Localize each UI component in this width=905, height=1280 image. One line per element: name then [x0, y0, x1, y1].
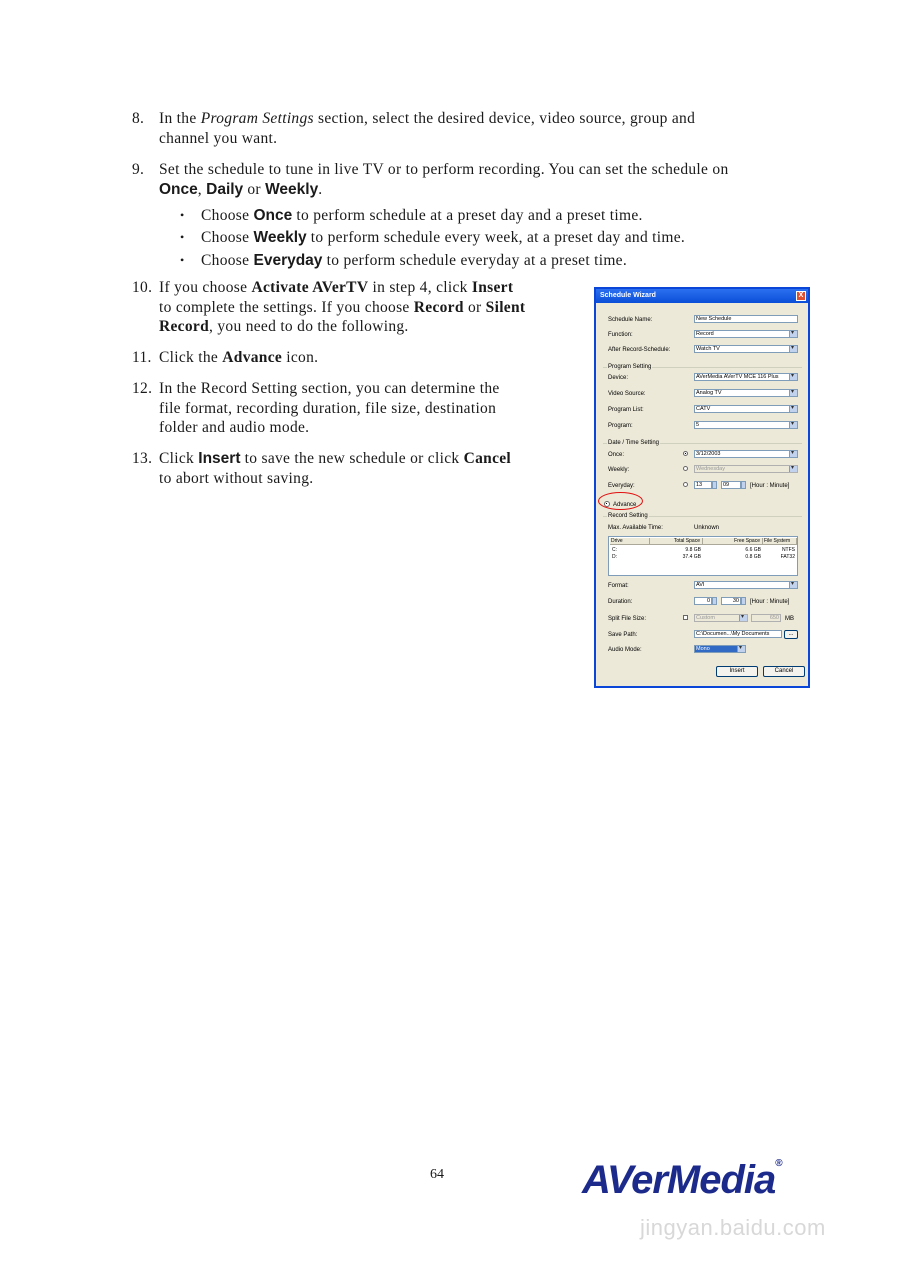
duration-hour-spinner[interactable]	[712, 597, 717, 605]
chevron-down-icon	[737, 646, 745, 652]
step-8	[132, 109, 832, 149]
step-number: 8.	[132, 110, 145, 127]
program-setting-group	[603, 364, 802, 370]
function-select[interactable]	[694, 330, 798, 338]
device-label: Device:	[608, 375, 629, 381]
max-time-label: Max. Available Time:	[608, 525, 663, 531]
keyword-daily: Daily	[206, 180, 244, 198]
schedule-name-input[interactable]: New Schedule	[694, 315, 798, 323]
hour-minute-hint: [Hour : Minute]	[750, 599, 790, 605]
close-button[interactable]: X	[796, 291, 806, 301]
keyword-activate-avertv: Activate AVerTV	[251, 279, 369, 296]
weekly-radio[interactable]	[683, 466, 688, 471]
group-label: Date / Time Setting	[608, 440, 660, 446]
step-number: 13.	[132, 450, 153, 467]
weekly-select[interactable]	[694, 465, 798, 473]
table-header: File System	[763, 538, 797, 545]
after-record-select[interactable]	[694, 345, 798, 353]
duration-minute-input[interactable]: 30	[721, 597, 741, 605]
chevron-down-icon	[739, 615, 747, 621]
schedule-wizard-dialog	[594, 287, 810, 688]
format-value: AVI	[696, 582, 705, 588]
step-number: 11.	[132, 349, 152, 366]
step-text: or	[243, 180, 266, 198]
chevron-down-icon	[789, 406, 797, 412]
keyword-cancel: Cancel	[463, 450, 512, 467]
step-text: In the	[159, 110, 201, 127]
keyword-record: Record	[159, 318, 210, 335]
split-size-select[interactable]	[694, 614, 748, 622]
video-source-label: Video Source:	[608, 391, 646, 397]
advance-highlight-circle	[598, 492, 643, 510]
function-label: Function:	[608, 332, 633, 338]
table-header: Total Space	[650, 538, 703, 545]
minute-input[interactable]: 09	[721, 481, 741, 489]
save-path-label: Save Path:	[608, 632, 638, 638]
step-text: In the Record Setting section, you can determine the	[159, 380, 500, 397]
function-value: Record	[696, 331, 714, 337]
program-list-value: CATV	[696, 406, 711, 412]
bullet-dot: •	[180, 208, 185, 222]
keyword-weekly: Weekly	[265, 180, 319, 198]
chevron-down-icon	[789, 374, 797, 380]
after-record-label: After Record-Schedule:	[608, 347, 671, 353]
weekly-value: Wednesday	[696, 466, 725, 472]
bullet-keyword: Weekly	[253, 229, 307, 246]
audio-mode-value: Mono	[696, 646, 710, 652]
keyword-insert: Insert	[471, 279, 514, 296]
once-date-value: 3/12/2003	[696, 451, 721, 457]
browse-button[interactable]: ...	[784, 630, 798, 639]
step-text: Click the	[159, 349, 223, 366]
split-file-checkbox[interactable]	[683, 615, 688, 620]
audio-mode-label: Audio Mode:	[608, 647, 642, 653]
chevron-down-icon	[789, 331, 797, 337]
schedule-name-label: Schedule Name:	[608, 317, 653, 323]
step-text: folder and audio mode.	[159, 419, 310, 436]
duration-label: Duration:	[608, 599, 633, 605]
audio-mode-select[interactable]	[694, 645, 746, 653]
step-text: Set the schedule to tune in live TV or to perform recording. You can set the schedule on	[159, 161, 729, 178]
step-text: If you choose	[159, 279, 252, 296]
step-9	[132, 160, 832, 200]
keyword-advance: Advance	[222, 349, 283, 366]
table-cell: 9.8 GB	[685, 547, 701, 553]
program-label: Program:	[608, 423, 633, 429]
video-source-select[interactable]	[694, 389, 798, 397]
chevron-down-icon	[789, 346, 797, 352]
step-12	[132, 379, 572, 439]
program-list-select[interactable]	[694, 405, 798, 413]
step-text: Click	[159, 450, 199, 467]
page-number: 64	[430, 1167, 444, 1182]
split-size-value: Custom	[696, 615, 715, 621]
table-cell: NTFS	[781, 547, 795, 553]
cancel-button[interactable]: Cancel	[763, 666, 805, 677]
after-record-value: Watch TV	[696, 346, 720, 352]
program-select[interactable]	[694, 421, 798, 429]
avermedia-logo	[582, 1158, 782, 1203]
keyword-silent: Silent	[485, 298, 526, 316]
emphasis-program-settings: Program Settings	[200, 110, 314, 127]
hour-input[interactable]: 13	[694, 481, 712, 489]
group-label: Program Setting	[608, 364, 652, 370]
step-text: in step 4, click	[368, 279, 472, 296]
table-cell: D:	[612, 554, 617, 560]
hour-minute-hint: [Hour : Minute]	[750, 483, 790, 489]
step-number: 12.	[132, 380, 153, 397]
step-text: icon.	[282, 349, 319, 366]
device-value: AVerMedia AVerTV MCE 116 Plus	[696, 374, 779, 380]
dialog-title: Schedule Wizard	[600, 292, 656, 299]
chevron-down-icon	[789, 451, 797, 457]
logo-text: AVerMedia	[582, 1158, 776, 1202]
bullet-text: Choose	[201, 229, 254, 246]
step-text: to complete the settings. If you choose	[159, 298, 414, 316]
device-select[interactable]	[694, 373, 798, 381]
table-header: Free Space	[703, 538, 763, 545]
table-cell: C:	[612, 547, 617, 553]
max-time-value: Unknown	[694, 525, 720, 531]
bullet-text: Choose	[201, 207, 254, 224]
format-label: Format:	[608, 583, 629, 589]
advance-toggle-label[interactable]: Advance	[613, 502, 637, 508]
split-size-unit: MB	[785, 616, 794, 622]
step-text: to abort without saving.	[159, 469, 314, 487]
step-13	[132, 449, 572, 489]
once-radio[interactable]	[683, 451, 688, 456]
hour-spinner[interactable]	[712, 481, 717, 489]
punct: .	[318, 180, 323, 198]
keyword-once: Once	[159, 180, 198, 198]
everyday-radio[interactable]	[683, 482, 688, 487]
weekly-label: Weekly:	[608, 467, 630, 473]
punct: ,	[197, 180, 207, 198]
bullet-text: Choose	[201, 252, 254, 269]
bullet-keyword: Everyday	[253, 252, 323, 269]
table-cell: 37.4 GB	[682, 554, 701, 560]
step-text: , you need to do the following.	[209, 318, 409, 335]
table-header: Drive	[610, 538, 650, 545]
step-11	[132, 348, 572, 368]
bullet-dot: •	[180, 230, 185, 244]
once-date-select[interactable]	[694, 450, 798, 458]
insert-button[interactable]: Insert	[716, 666, 758, 677]
split-size-input[interactable]: 650	[751, 614, 781, 622]
bullet-keyword: Once	[253, 207, 293, 224]
format-select[interactable]	[694, 581, 798, 589]
keyword-insert: Insert	[198, 450, 241, 467]
once-label: Once:	[608, 452, 625, 458]
datetime-setting-group	[603, 440, 802, 446]
step-text: file format, recording duration, file size, destination	[159, 399, 497, 417]
chevron-down-icon	[789, 582, 797, 588]
bullet-text: to perform schedule every week, at a preset day and time.	[306, 229, 686, 246]
table-cell: 6.6 GB	[745, 547, 761, 553]
program-list-label: Program List:	[608, 407, 644, 413]
split-file-size-label: Split File Size:	[608, 616, 647, 622]
step-text: to save the new schedule or click	[240, 450, 464, 467]
bullet-text: to perform schedule everyday at a preset time.	[322, 252, 628, 269]
table-cell: FAT32	[780, 554, 795, 560]
step-10	[132, 278, 592, 338]
bullet-text: to perform schedule at a preset day and a preset time.	[292, 207, 643, 224]
group-label: Record Setting	[608, 513, 648, 519]
dialog-titlebar	[596, 289, 808, 303]
watermark: jingyan.baidu.com	[640, 1215, 826, 1240]
table-cell: 0.8 GB	[745, 554, 761, 560]
registered-mark: ®	[775, 1158, 782, 1169]
everyday-label: Everyday:	[608, 483, 635, 489]
step-number: 9.	[132, 161, 145, 178]
chevron-down-icon	[789, 466, 797, 472]
keyword-record: Record	[413, 298, 464, 316]
duration-hour-input[interactable]: 0	[694, 597, 712, 605]
chevron-down-icon	[789, 422, 797, 428]
chevron-down-icon	[789, 390, 797, 396]
record-setting-group	[603, 513, 802, 519]
duration-minute-spinner[interactable]	[741, 597, 746, 605]
video-source-value: Analog TV	[696, 390, 722, 396]
step-number: 10.	[132, 279, 153, 296]
step-text: section, select the desired device, video source, group and	[313, 110, 696, 127]
program-value: 5	[696, 422, 700, 428]
bullet-dot: •	[180, 253, 185, 267]
step-text: or	[463, 298, 486, 316]
step-text: channel you want.	[159, 129, 278, 147]
save-path-input[interactable]: C:\Documen...\My Documents	[694, 630, 782, 638]
drive-table	[608, 536, 798, 576]
minute-spinner[interactable]	[741, 481, 746, 489]
